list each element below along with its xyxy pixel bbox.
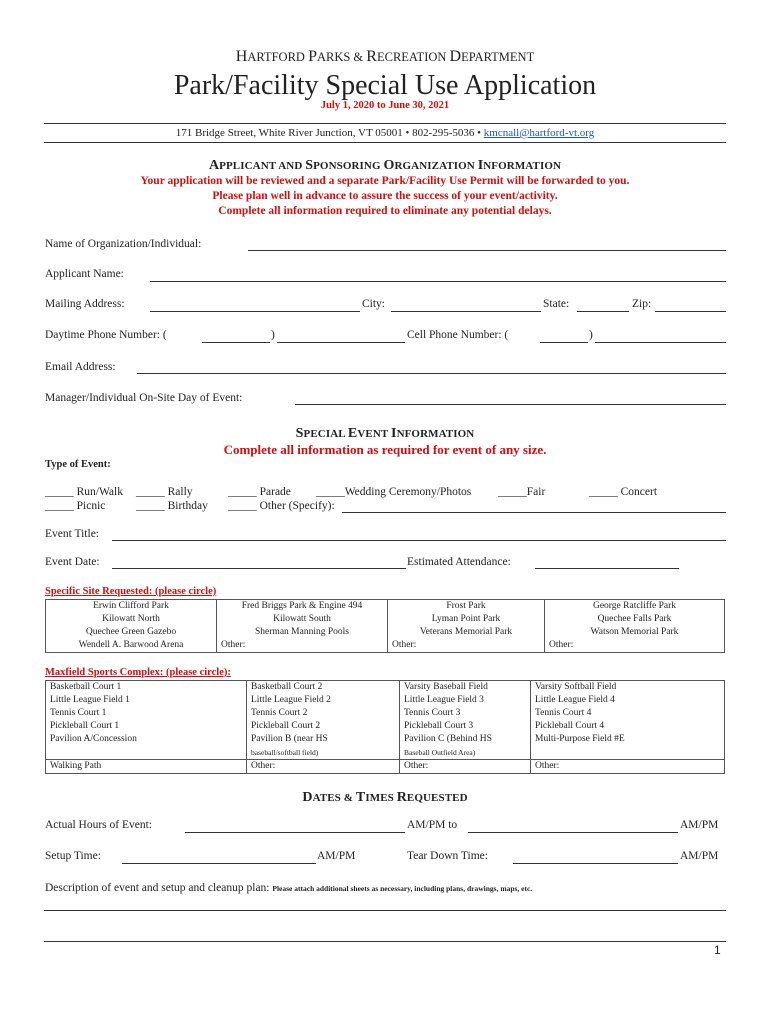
teardown-time-field[interactable] [513, 863, 678, 864]
maxfield-option[interactable]: Pavilion A/Concession [50, 734, 137, 744]
maxfield-option[interactable]: Pavilion C (Behind HS [404, 734, 492, 744]
setup-ampm-label: AM/PM [317, 850, 356, 862]
maxfield-row [46, 760, 725, 774]
maxfield-other[interactable]: Other: [531, 760, 725, 774]
site-option[interactable]: Quechee Green Gazebo [85, 627, 177, 637]
heading-text: VENT [357, 428, 391, 440]
teardown-time-label: Tear Down Time: [407, 850, 488, 862]
heading-text: PECIAL [303, 428, 348, 440]
maxfield-option[interactable]: Tennis Court 3 [404, 708, 461, 718]
setup-time-label: Setup Time: [45, 850, 101, 862]
site-option[interactable]: Frost Park [446, 601, 486, 611]
maxfield-option[interactable]: Pavilion B (near HS [251, 734, 328, 744]
maxfield-option[interactable]: Tennis Court 1 [50, 708, 107, 718]
site-option[interactable]: Veterans Memorial Park [419, 627, 513, 637]
ampm-label: AM/PM [680, 819, 719, 831]
site-requested-label: Specific Site Requested: (please circle) [45, 586, 217, 597]
maxfield-option[interactable]: Little League Field 4 [535, 695, 615, 705]
daytime-phone-label: Daytime Phone Number: ( [45, 329, 167, 341]
dept-text: ARTFORD [247, 50, 309, 64]
daytime-phone-paren: ) [271, 329, 275, 341]
mailing-address-field[interactable] [150, 311, 360, 312]
maxfield-option[interactable]: Pickleball Court 3 [404, 721, 474, 731]
heading-letter: O [383, 158, 395, 173]
end-time-field[interactable] [468, 832, 678, 833]
maxfield-other[interactable]: Other: [400, 760, 531, 774]
heading-text: NFORMATION [483, 160, 562, 172]
maxfield-option[interactable]: Pickleball Court 2 [251, 721, 321, 731]
site-option[interactable]: Sherman Manning Pools [255, 627, 349, 637]
maxfield-option[interactable]: Varsity Baseball Field [404, 682, 488, 692]
site-option[interactable]: Fred Briggs Park & Engine 494 [241, 601, 363, 611]
ampm-to-label: AM/PM to [407, 819, 458, 831]
heading-letter: R [396, 790, 407, 805]
event-date-field[interactable] [112, 568, 406, 569]
daytime-area-code-field[interactable] [202, 342, 270, 343]
maxfield-option[interactable]: Pickleball Court 1 [50, 721, 120, 731]
heading-letter: S [305, 158, 314, 173]
heading-letter: I [477, 158, 484, 173]
site-option[interactable]: Quechee Falls Park [597, 614, 672, 624]
maxfield-option[interactable]: Multi-Purpose Field #E [535, 734, 625, 744]
dept-text: EPARTMENT [461, 50, 535, 64]
heading-text: NFORMATION [396, 428, 475, 440]
site-option[interactable]: Erwin Clifford Park [93, 601, 169, 611]
concert-option[interactable]: _____ Concert [589, 486, 658, 498]
dept-letter: P [308, 48, 317, 65]
heading-letter: I [391, 426, 397, 441]
site-other[interactable]: Other: [221, 640, 246, 650]
maxfield-column [46, 681, 247, 760]
maxfield-option[interactable]: Basketball Court 1 [50, 682, 122, 692]
start-time-field[interactable] [185, 832, 405, 833]
contact-address [0, 127, 770, 139]
attendance-label: Estimated Attendance: [407, 556, 511, 568]
applicant-name-field[interactable] [150, 281, 726, 282]
birthday-option[interactable]: _____ Birthday [136, 500, 208, 512]
maxfield-option[interactable]: Little League Field 1 [50, 695, 130, 705]
site-table [45, 599, 725, 653]
header-rule-bottom [44, 142, 726, 143]
dates-heading [0, 789, 770, 806]
maxfield-option[interactable]: Little League Field 3 [404, 695, 484, 705]
teardown-ampm-label: AM/PM [680, 850, 719, 862]
heading-text: PONSORING [313, 160, 384, 172]
heading-letter: S [295, 426, 304, 441]
site-other[interactable]: Other: [549, 640, 574, 650]
maxfield-column [400, 681, 531, 760]
address-text: 171 Bridge Street, White River Junction, VT 05001 • 802-295-5036 • [175, 127, 484, 139]
heading-letter: T [355, 790, 366, 805]
site-column [545, 600, 725, 653]
maxfield-option[interactable]: Varsity Softball Field [535, 682, 617, 692]
heading-text: EQUESTED [406, 792, 468, 804]
cell-phone-paren: ) [589, 329, 593, 341]
maxfield-option[interactable]: Tennis Court 4 [535, 708, 592, 718]
department-name [0, 48, 770, 66]
maxfield-option[interactable]: Tennis Court 2 [251, 708, 308, 718]
header-rule-top [44, 123, 726, 124]
dept-text: ECREATION [376, 50, 450, 64]
site-option[interactable]: Kilowatt North [102, 614, 160, 624]
heading-letter: E [347, 426, 358, 441]
wedding-option[interactable]: _____Wedding Ceremony/Photos [316, 486, 472, 498]
site-other[interactable]: Other: [392, 640, 417, 650]
description-field-line-2[interactable] [44, 941, 726, 942]
dept-letter: H [235, 48, 248, 65]
rally-option[interactable]: _____ Rally [136, 486, 193, 498]
dept-letter: D [449, 48, 462, 65]
notice-line-2: Please plan well in advance to assure the success of your event/activity. [212, 190, 558, 202]
description-label-text: Description of event and setup and cleanup plan: [45, 882, 270, 894]
site-option[interactable]: George Ratcliffe Park [592, 601, 676, 611]
cell-phone-field[interactable] [595, 342, 726, 343]
description-label [45, 882, 532, 894]
type-of-event-label: Type of Event: [45, 459, 111, 470]
zip-label: Zip: [632, 298, 652, 310]
cell-phone-label: Cell Phone Number: ( [407, 329, 509, 341]
picnic-option[interactable]: _____ Picnic [45, 500, 106, 512]
city-label: City: [362, 298, 386, 310]
manager-field[interactable] [295, 404, 726, 405]
heading-letter: A [208, 158, 220, 173]
page-number: 1 [714, 943, 721, 957]
maxfield-option-note: Baseball Outfield Area) [404, 748, 476, 757]
dept-letter: R [366, 48, 377, 65]
site-column [46, 600, 217, 653]
maxfield-option[interactable]: Basketball Court 2 [251, 682, 323, 692]
application-dates: July 1, 2020 to June 30, 2021 [320, 100, 450, 111]
maxfield-label: Maxfield Sports Complex: (please circle): [45, 667, 231, 678]
maxfield-option[interactable]: Walking Path [46, 760, 247, 774]
site-option[interactable]: Kilowatt South [273, 614, 331, 624]
heading-text: RGANIZATION [394, 160, 478, 172]
dept-text: ARKS & [316, 50, 367, 64]
event-title-label: Event Title: [45, 528, 99, 540]
maxfield-other[interactable]: Other: [247, 760, 400, 774]
maxfield-option-note: baseball/softball field) [251, 748, 319, 757]
heading-text: PPLICANT AND [219, 160, 306, 172]
city-field[interactable] [391, 311, 541, 312]
maxfield-column [531, 681, 725, 760]
run-walk-option[interactable]: _____ Run/Walk [45, 486, 123, 498]
state-label: State: [543, 298, 570, 310]
maxfield-table [45, 680, 725, 774]
maxfield-row [46, 681, 725, 760]
email-field[interactable] [137, 373, 726, 374]
description-field-line-1[interactable] [44, 910, 726, 911]
other-specify-field[interactable] [342, 512, 726, 513]
special-event-heading [0, 425, 770, 442]
event-title-field[interactable] [112, 540, 726, 541]
site-option[interactable]: Wendell A. Barwood Arena [78, 640, 184, 650]
other-option[interactable]: _____ Other (Specify): [228, 500, 335, 512]
applicant-name-label: Applicant Name: [45, 268, 124, 280]
fair-option[interactable]: _____Fair [498, 486, 546, 498]
site-option[interactable]: Watson Memorial Park [590, 627, 679, 637]
site-column [217, 600, 388, 653]
org-field[interactable] [248, 250, 726, 251]
event-date-label: Event Date: [45, 556, 100, 568]
heading-text: ATES & [312, 792, 356, 804]
special-event-notice: Complete all information as required for event of any size. [223, 442, 547, 457]
description-note: Please attach additional sheets as necessary, including plans, drawings, maps, etc. [272, 884, 533, 893]
maxfield-option[interactable]: Little League Field 2 [251, 695, 331, 705]
attendance-field[interactable] [535, 568, 679, 569]
notice-line-3: Complete all information required to eliminate any potential delays. [218, 205, 552, 217]
zip-field[interactable] [655, 311, 726, 312]
maxfield-option[interactable]: Pickleball Court 4 [535, 721, 605, 731]
cell-area-code-field[interactable] [540, 342, 588, 343]
daytime-phone-field[interactable] [277, 342, 405, 343]
heading-text: IMES [365, 792, 397, 804]
state-field[interactable] [577, 311, 629, 312]
page-title: Park/Facility Special Use Application [173, 70, 597, 101]
site-column [388, 600, 545, 653]
parade-option[interactable]: _____ Parade [228, 486, 291, 498]
setup-time-field[interactable] [122, 863, 316, 864]
email-link[interactable]: kmcnall@hartford-vt.org [483, 127, 595, 139]
site-table-row [46, 600, 725, 653]
notice-line-1: Your application will be reviewed and a separate Park/Facility Use Permit will be forwarded to you. [140, 175, 630, 187]
applicant-heading [0, 157, 770, 174]
org-label: Name of Organization/Individual: [45, 238, 202, 250]
heading-letter: D [302, 790, 313, 805]
site-option[interactable]: Lyman Point Park [431, 614, 501, 624]
email-label: Email Address: [45, 361, 116, 373]
manager-label: Manager/Individual On-Site Day of Event: [45, 392, 243, 404]
actual-hours-label: Actual Hours of Event: [45, 819, 152, 831]
mailing-address-label: Mailing Address: [45, 298, 125, 310]
maxfield-column [247, 681, 400, 760]
